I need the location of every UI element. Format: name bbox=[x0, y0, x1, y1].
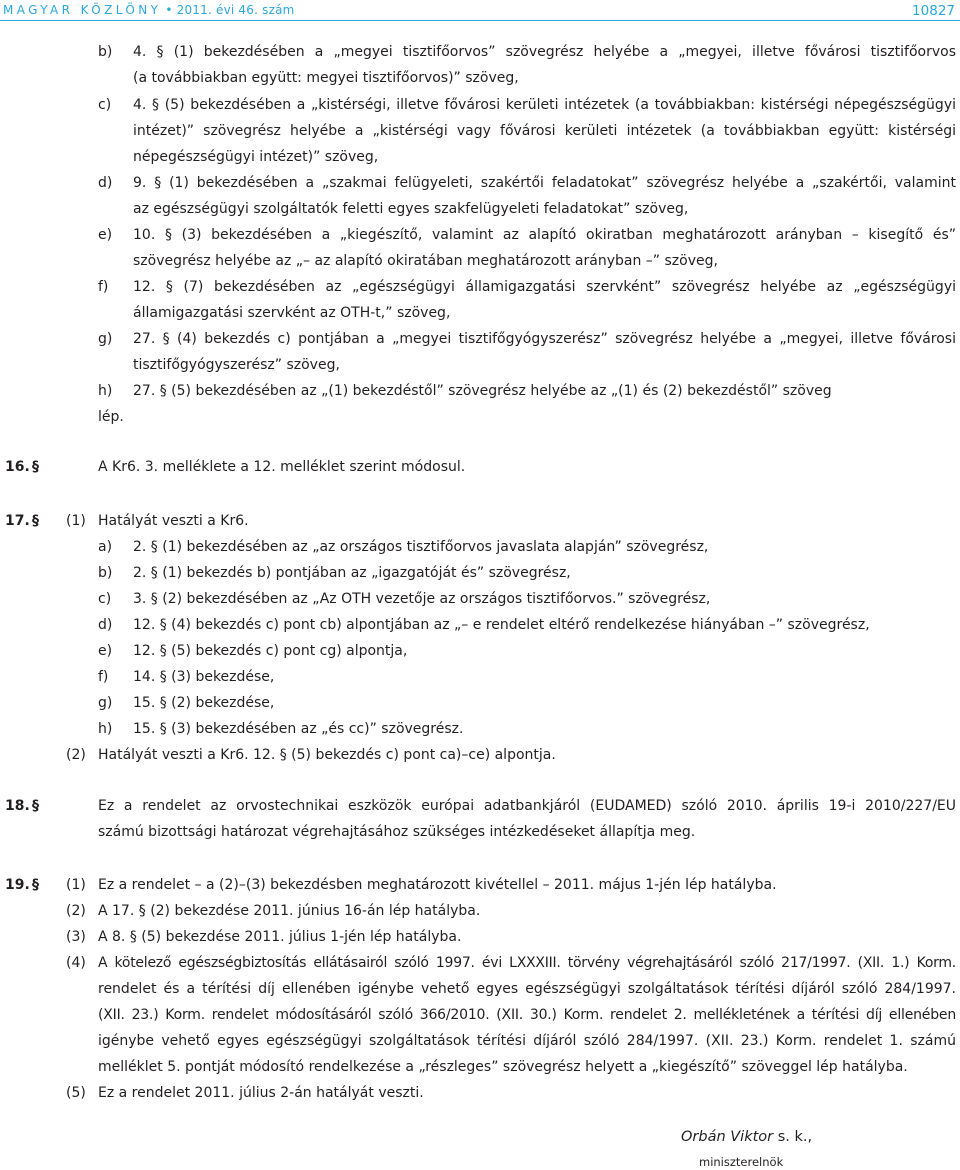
item-marker: h) bbox=[98, 721, 113, 737]
item-text-line: 4. § (1) bekezdésében a „megyei tisztifőorvos” szövegrész helyébe a „megyei, illetve fővárosi tisztifőorvos bbox=[133, 44, 956, 60]
item-text-line: szövegrész helyébe az „– az alapító okiratában meghatározott arányban –” szöveg, bbox=[133, 253, 718, 269]
page-number: 10827 bbox=[912, 3, 955, 19]
issue-label: • 2011. évi 46. szám bbox=[165, 3, 295, 17]
item-text-line: 10. § (3) bekezdésében a „kiegészítő, valamint az alapító okiratban meghatározott arányban – kisegítő és” bbox=[133, 227, 956, 243]
item-text-line: államigazgatási szervként az OTH-t,” szöveg, bbox=[133, 305, 451, 321]
item-text-line: 9. § (1) bekezdésében a „szakmai felügyeleti, szakértői feladatokat” szövegrész helyébe a „szakértői, valamint bbox=[133, 175, 956, 191]
signature bbox=[681, 1129, 812, 1145]
header-rule bbox=[0, 20, 960, 21]
section-number: 19. bbox=[5, 877, 30, 893]
section-symbol: § bbox=[32, 877, 39, 893]
item-text: 15. § (3) bekezdésében az „és cc)” szövegrész. bbox=[133, 721, 464, 737]
item-text-line: tisztifőgyógyszerész” szöveg, bbox=[133, 357, 340, 373]
item-text: 12. § (4) bekezdés c) pont cb) alpontjában az „– e rendelet eltérő rendelkezése hiányában –” szövegrész, bbox=[133, 617, 870, 633]
item-text: 14. § (3) bekezdése, bbox=[133, 669, 275, 685]
page-header bbox=[0, 0, 960, 20]
signatory-role: miniszterelnök bbox=[699, 1155, 784, 1169]
paragraph-marker: (5) bbox=[66, 1085, 86, 1101]
item-text-line: (a továbbiakban együtt: megyei tisztifőorvos)” szöveg, bbox=[133, 70, 519, 86]
item-text-line: 12. § (7) bekezdésében az „egészségügyi államigazgatási szervként” szövegrész helyébe az „egészségügyi bbox=[133, 279, 956, 295]
paragraph-text: Ez a rendelet – a (2)–(3) bekezdésben meghatározott kivétellel – 2011. május 1-jén lép hatályba. bbox=[98, 877, 777, 893]
section-symbol: § bbox=[32, 798, 39, 814]
item-text: 15. § (2) bekezdése, bbox=[133, 695, 275, 711]
paragraph-text: A 8. § (5) bekezdése 2011. július 1-jén lép hatályba. bbox=[98, 929, 462, 945]
running-head bbox=[3, 3, 295, 17]
item-text: 3. § (2) bekezdésében az „Az OTH vezetője az országos tisztifőorvos.” szövegrész, bbox=[133, 591, 711, 607]
item-text-line: lép. bbox=[98, 409, 124, 425]
item-text-line: az egészségügyi szolgáltatók feletti egyes szakfelügyeleti feladatokat” szöveg, bbox=[133, 201, 689, 217]
item-marker: d) bbox=[98, 175, 113, 191]
paragraph-text-line: igénybe vehető egyes egészségügyi szolgáltatások térítési díjáról szóló 284/1997. (XII. 23.) Korm. rendelet 1. számú bbox=[98, 1033, 956, 1049]
section-number: 17. bbox=[5, 513, 30, 529]
section-number: 18. bbox=[5, 798, 30, 814]
signature-suffix: s. k., bbox=[773, 1129, 813, 1145]
section-symbol: § bbox=[32, 459, 39, 475]
item-marker: c) bbox=[98, 97, 112, 113]
item-marker: g) bbox=[98, 695, 113, 711]
item-marker: d) bbox=[98, 617, 113, 633]
signatory-name: Orbán Viktor bbox=[681, 1129, 774, 1145]
paragraph-marker: (2) bbox=[66, 903, 86, 919]
item-marker: f) bbox=[98, 279, 109, 295]
item-text-line: 27. § (4) bekezdés c) pontjában a „megyei tisztifőgyógyszerész” szövegrész helyébe a „megyei, illetve fővárosi bbox=[133, 331, 956, 347]
paragraph-text-line: melléklet 5. pontját módosító rendelkezése a „részleges” szövegrész helyett a „kiegészítő” szöveggel lép hatályba. bbox=[98, 1059, 908, 1075]
item-marker: b) bbox=[98, 565, 113, 581]
paragraph-marker: (1) bbox=[66, 877, 86, 893]
item-marker: e) bbox=[98, 227, 113, 243]
item-marker: g) bbox=[98, 331, 113, 347]
paragraph-marker: (2) bbox=[66, 747, 86, 763]
item-marker: f) bbox=[98, 669, 109, 685]
item-marker: a) bbox=[98, 539, 113, 555]
paragraph-text: A 17. § (2) bekezdése 2011. június 16-án lép hatályba. bbox=[98, 903, 481, 919]
paragraph-text-line: rendelet és a térítési díj ellenében igénybe vehető egyes egészségügyi szolgáltatások térítési díjáról szóló 284/1997. bbox=[98, 981, 956, 997]
item-text: 12. § (5) bekezdés c) pont cg) alpontja, bbox=[133, 643, 408, 659]
paragraph-text: Ez a rendelet 2011. július 2-án hatályát veszti. bbox=[98, 1085, 424, 1101]
journal-title: MAGYAR KÖZLÖNY bbox=[3, 3, 162, 17]
section-number: 16. bbox=[5, 459, 30, 475]
item-marker: h) bbox=[98, 383, 113, 399]
section-text-line: Ez a rendelet az orvostechnikai eszközök európai adatbankjáról (EUDAMED) szóló 2010. április 19-i 2010/227/EU bbox=[98, 798, 956, 814]
section-symbol: § bbox=[32, 513, 39, 529]
paragraph-marker: (1) bbox=[66, 513, 86, 529]
item-text-line: 4. § (5) bekezdésében a „kistérségi, illetve fővárosi kerületi intézetek (a továbbiakban: kistérségi népegészségügyi bbox=[133, 97, 956, 113]
paragraph-text: Hatályát veszti a Kr6. 12. § (5) bekezdés c) pont ca)–ce) alpontja. bbox=[98, 747, 556, 763]
paragraph-text-line: A kötelező egészségbiztosítás ellátásairól szóló 1997. évi LXXXIII. törvény végrehajtásáról szóló 217/1997. (XII. 1.) Korm. bbox=[98, 955, 956, 971]
item-text: 2. § (1) bekezdésében az „az országos tisztifőorvos javaslata alapján” szövegrész, bbox=[133, 539, 709, 555]
section-text-line: számú bizottsági határozat végrehajtásához szükséges intézkedéseket állapítja meg. bbox=[98, 824, 696, 840]
item-text-line: 27. § (5) bekezdésében az „(1) bekezdéstől” szövegrész helyébe az „(1) és (2) bekezdéstől” szöveg bbox=[133, 383, 832, 399]
item-marker: c) bbox=[98, 591, 112, 607]
item-marker: b) bbox=[98, 44, 113, 60]
paragraph-text: Hatályát veszti a Kr6. bbox=[98, 513, 249, 529]
paragraph-marker: (4) bbox=[66, 955, 86, 971]
item-text-line: népegészségügyi intézet)” szöveg, bbox=[133, 149, 379, 165]
section-text: A Kr6. 3. melléklete a 12. melléklet szerint módosul. bbox=[98, 459, 466, 475]
item-text-line: intézet)” szövegrész helyébe a „kistérségi vagy fővárosi kerületi intézetek (a továbbiakban együtt: kistérségi bbox=[133, 123, 956, 139]
paragraph-marker: (3) bbox=[66, 929, 86, 945]
item-text: 2. § (1) bekezdés b) pontjában az „igazgatóját és” szövegrész, bbox=[133, 565, 571, 581]
paragraph-text-line: (XII. 23.) Korm. rendelet módosításáról szóló 366/2010. (XII. 30.) Korm. rendelet 2. mellékletének a térítési díj ellenében bbox=[98, 1007, 956, 1023]
item-marker: e) bbox=[98, 643, 113, 659]
